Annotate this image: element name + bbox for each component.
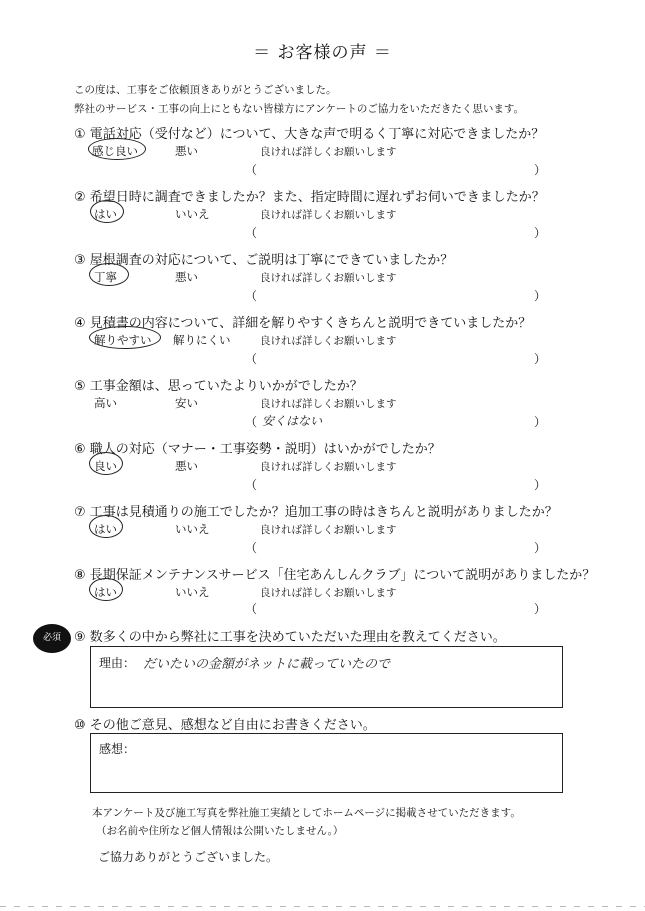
q7-note: 良ければ詳しくお願いします — [260, 524, 397, 536]
q5-paren-close: ） — [534, 415, 547, 429]
q8-paren-open: （ — [245, 602, 258, 616]
q7-option-2[interactable]: いいえ — [175, 522, 210, 536]
question-1-text: ① 電話対応（受付など）について、大きな声で明るく丁寧に対応できましたか？ — [74, 127, 545, 142]
q8-note: 良ければ詳しくお願いします — [260, 587, 397, 599]
q6-note: 良ければ詳しくお願いします — [260, 461, 397, 473]
reason-label: 理由： — [99, 656, 136, 670]
q3-note: 良ければ詳しくお願いします — [260, 272, 397, 284]
reason-handwritten-answer: だいたいの金額がネットに載っていたので — [143, 657, 391, 672]
q7-selected-circle — [89, 515, 123, 538]
required-badge: 必須 — [33, 624, 71, 653]
q4-note: 良ければ詳しくお願いします — [260, 335, 397, 347]
q4-option-2[interactable]: 解りにくい — [173, 333, 231, 347]
q6-option-1[interactable]: 良い — [94, 459, 117, 473]
q2-paren-open: （ — [245, 226, 258, 240]
q6-paren-close: ） — [534, 478, 547, 492]
q2-selected-circle — [90, 200, 124, 223]
q5-option-2[interactable]: 安い — [175, 396, 198, 410]
q8-paren-close: ） — [534, 602, 547, 616]
question-2-text: ② 希望日時に調査できましたか？また、指定時間に遅れずお伺いできましたか？ — [74, 190, 545, 205]
q6-selected-circle — [89, 452, 123, 475]
q3-paren-open: （ — [245, 289, 258, 303]
question-3-text: ③ 屋根調査の対応について、ご説明は丁寧にできていましたか？ — [74, 253, 454, 268]
footer-line-1: 本アンケート及び施工写真を弊社施工実績としてホームページに掲載させていただきます。 — [92, 807, 521, 819]
q4-paren-open: （ — [245, 352, 258, 366]
q3-selected-circle — [89, 263, 129, 286]
q2-paren-close: ） — [534, 226, 547, 240]
question-4-text: ④ 見積書の内容について、詳細を解りやすくきちんと説明できていましたか？ — [74, 316, 532, 331]
q7-paren-open: （ — [245, 541, 258, 555]
q1-option-2[interactable]: 悪い — [175, 144, 198, 158]
q2-option-1[interactable]: はい — [94, 207, 117, 221]
question-6-text: ⑥ 職人の対応（マナー・工事姿勢・説明）はいかがでしたか？ — [74, 442, 441, 457]
q3-option-1[interactable]: 丁寧 — [94, 270, 117, 284]
q6-option-2[interactable]: 悪い — [175, 459, 198, 473]
q4-selected-circle — [89, 326, 161, 349]
question-5-text: ⑤ 工事金額は、思っていたよりいかがでしたか？ — [74, 379, 363, 394]
q3-paren-close: ） — [534, 289, 547, 303]
question-10-text: ⑩ その他ご意見、感想など自由にお書きください。 — [74, 718, 376, 733]
impression-label: 感想： — [99, 742, 136, 756]
q1-option-1[interactable]: 感じ良い — [92, 144, 138, 158]
scan-edge-line — [0, 906, 645, 907]
q2-option-2[interactable]: いいえ — [175, 207, 210, 221]
q7-paren-close: ） — [534, 541, 547, 555]
question-9-text: ⑨ 数多くの中から弊社に工事を決めていただいた理由を教えてください。 — [74, 630, 506, 645]
q8-selected-circle — [89, 578, 123, 601]
q2-note: 良ければ詳しくお願いします — [260, 209, 397, 221]
q6-paren-open: （ — [245, 478, 258, 492]
q3-option-2[interactable]: 悪い — [175, 270, 198, 284]
q1-selected-circle — [88, 138, 146, 160]
q1-note: 良ければ詳しくお願いします — [260, 146, 397, 158]
q8-option-2[interactable]: いいえ — [175, 585, 210, 599]
intro-line-1: この度は、工事をご依頼頂きありがとうございました。 — [74, 84, 337, 96]
q8-option-1[interactable]: はい — [94, 585, 117, 599]
q5-note: 良ければ詳しくお願いします — [260, 398, 397, 410]
q1-paren-open: （ — [245, 163, 258, 177]
q5-paren-open: （ — [245, 415, 258, 429]
question-7-text: ⑦ 工事は見積通りの施工でしたか？追加工事の時はきちんと説明がありましたか？ — [74, 505, 558, 520]
q4-option-1[interactable]: 解りやすい — [94, 333, 152, 347]
question-8-text: ⑧ 長期保証メンテナンスサービス「住宅あんしんクラブ」について説明がありましたか？ — [74, 568, 596, 583]
reason-box[interactable] — [90, 646, 563, 708]
thanks-text: ご協力ありがとうございました。 — [98, 850, 279, 864]
q4-paren-close: ） — [534, 352, 547, 366]
impression-box[interactable] — [90, 733, 563, 793]
q5-handwritten-answer: 安くはない — [262, 414, 323, 428]
q5-option-1[interactable]: 高い — [94, 396, 117, 410]
footer-line-2: （お名前や住所など個人情報は公開いたしません。） — [96, 825, 344, 837]
q1-paren-close: ） — [534, 163, 547, 177]
page-title: ＝ お客様の声 ＝ — [253, 43, 392, 63]
intro-line-2: 弊社のサービス・工事の向上にともない皆様方にアンケートのご協力をいただきたく思います。 — [74, 103, 525, 115]
q7-option-1[interactable]: はい — [94, 522, 117, 536]
